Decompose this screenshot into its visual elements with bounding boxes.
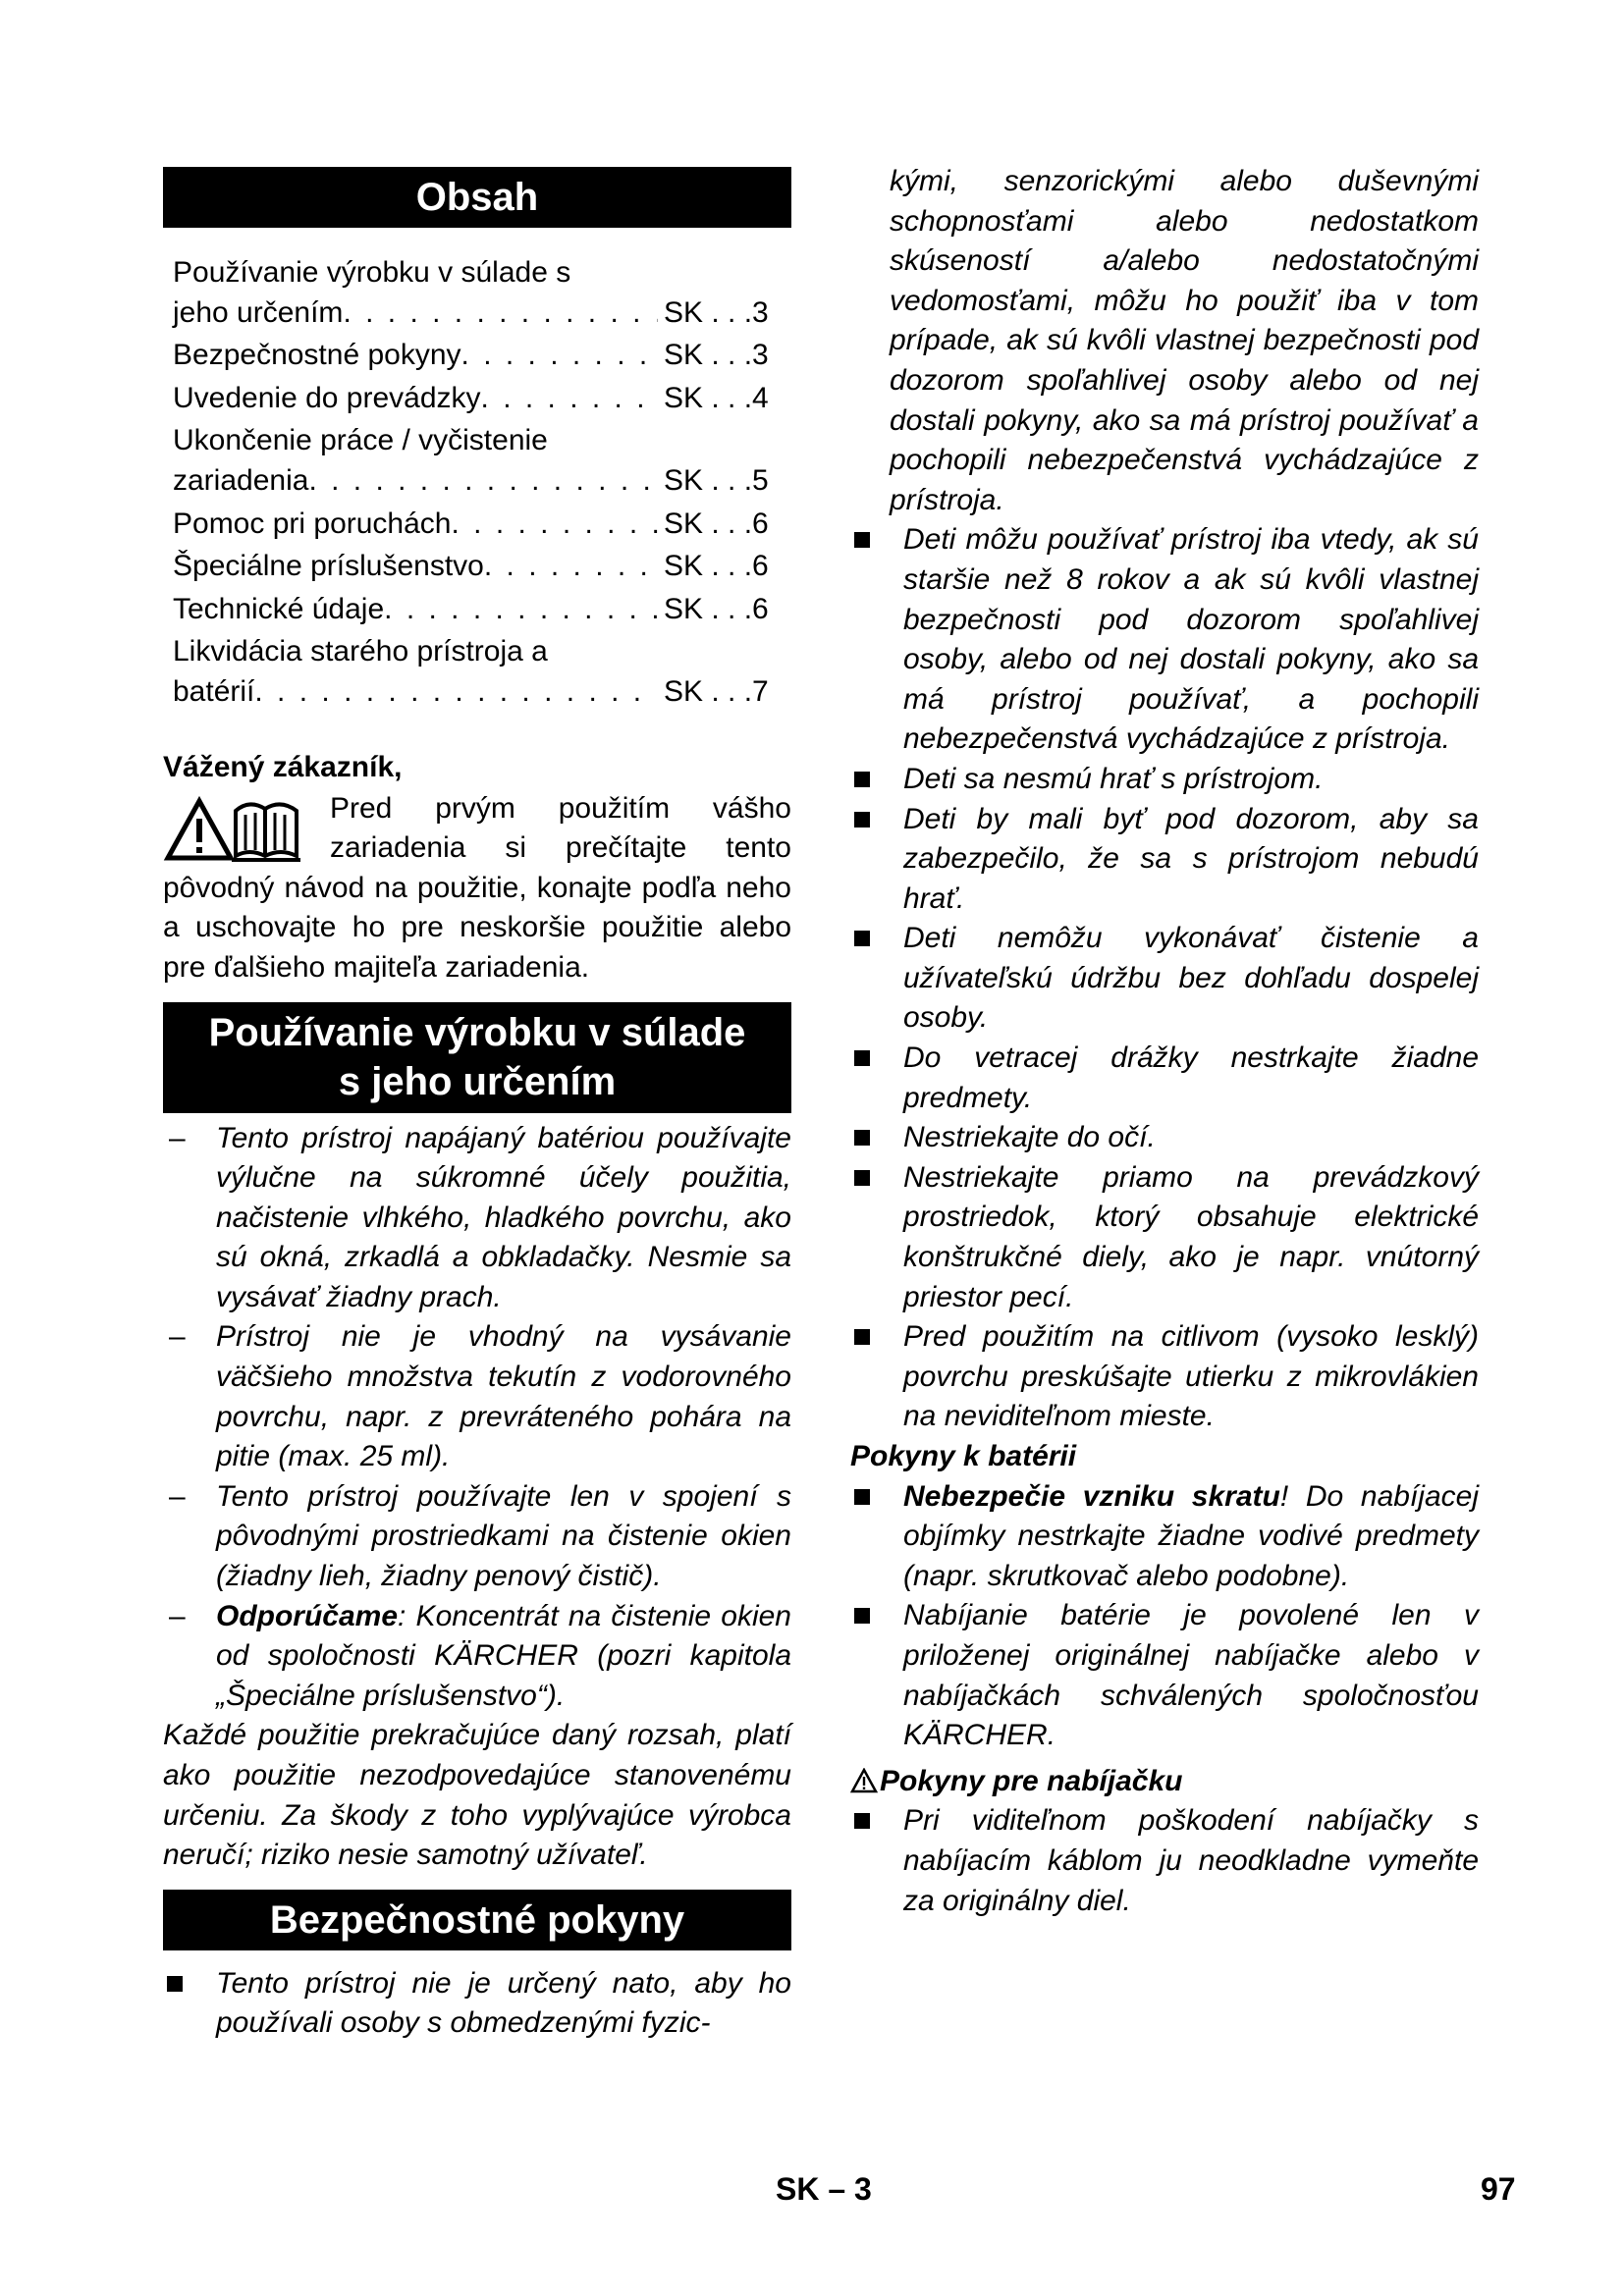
salutation: Vážený zákazník, <box>163 750 403 783</box>
toc-leader-dots <box>308 461 658 502</box>
item-text: Nestriekajte do očí. <box>903 1121 1156 1154</box>
bullet-icon <box>854 1608 870 1624</box>
bullet-icon <box>854 1489 870 1505</box>
charger-heading <box>850 1762 1479 1802</box>
left-column <box>163 167 791 2044</box>
item-text: Pred použitím na citlivom (vysoko lesklý) povrchu preskúšajte utierku z mikrovlákien na neviditeľnom mieste. <box>903 1320 1479 1433</box>
toc-entry-title: zariadenia <box>173 463 309 497</box>
bullet-icon <box>854 1813 870 1829</box>
toc-entry[interactable] <box>173 632 791 712</box>
bullet-icon <box>854 931 870 946</box>
item-text: Nestriekajte priamo na prevádzkový prostriedok, ktorý obsahuje elektrické konštrukčné diely, ako je napr. vnútorný priestor pecí. <box>903 1160 1479 1313</box>
charger-heading-text: Pokyny pre nabíjačku <box>880 1764 1183 1797</box>
bullet-icon <box>854 1329 870 1345</box>
item-text: Tento prístroj napájaný batériou používajte výlučne na súkromné účely použitia, načistenie vlhkého, hladkého povrchu, ako sú okná, zrkadlá a obkladačky. Nesmie sa vysávať žiadny prach. <box>216 1121 791 1313</box>
safety-item1-continuation <box>850 162 1479 520</box>
bullet-icon <box>854 1130 870 1146</box>
toc-entry-page-ref: SK . . .6 <box>664 507 769 540</box>
list-item <box>850 1801 1479 1921</box>
toc-entry-line <box>173 672 791 713</box>
right-column <box>850 162 1479 1921</box>
intro-notice <box>163 789 791 988</box>
toc-entry[interactable] <box>173 590 791 630</box>
toc-entry-page-ref: SK . . .3 <box>664 295 769 329</box>
page-label: SK – 3 <box>776 2171 872 2207</box>
toc-leader-dots <box>384 590 658 630</box>
toc-entry-page-ref: SK . . .6 <box>664 550 769 583</box>
toc-entry-line <box>173 294 791 334</box>
toc-leader-dots <box>254 672 658 713</box>
toc-leader-dots <box>461 336 658 376</box>
toc-entry-line <box>173 379 791 419</box>
bullet-icon <box>854 772 870 787</box>
list-item <box>850 520 1479 760</box>
intended-use-heading <box>163 1002 791 1113</box>
intended-use-closing: Každé použitie prekračujúce daný rozsah, platí ako použitie nezodpovedajúce stanovenému určeniu. Za škody z toho vyplývajúce výrobca neručí; riziko nesie samotný užívateľ. <box>163 1719 791 1872</box>
list-item <box>850 1596 1479 1755</box>
toc-entry-title: batérií <box>173 674 255 708</box>
list-item: – Prístroj nie je vhodný na vysávanie väčšieho množstva tekutín z vodorovného povrchu, napr. z prevráteného pohára na pitie (max. 25 ml). <box>169 1320 791 1473</box>
item-text: Tento prístroj používajte len v spojení s pôvodnými prostriedkami na čistenie okien (žiadny lieh, žiadny penový čistič). <box>216 1479 791 1593</box>
toc-entry-title: Pomoc pri poruchách <box>173 507 452 540</box>
item-text: Deti nemôžu vykonávať čistenie a užívateľskú údržbu bez dohľadu dospelej osoby. <box>903 922 1479 1035</box>
toc-entry-title-line1: Ukončenie práce / vyčistenie <box>173 424 548 457</box>
list-item <box>850 1477 1479 1597</box>
bullet-icon <box>854 1170 870 1186</box>
toc-entry[interactable] <box>173 336 791 376</box>
toc-entry-title: Uvedenie do prevádzky <box>173 381 481 414</box>
toc-entry[interactable] <box>173 547 791 587</box>
toc-entry-page-ref: SK . . .4 <box>664 381 769 414</box>
toc-entry-title: Bezpečnostné pokyny <box>173 339 461 372</box>
toc-entry-title-line1: Používanie výrobku v súlade s <box>173 256 571 289</box>
bullet-icon <box>854 812 870 828</box>
item-emphasis: Nebezpečie vzniku skratu <box>903 1479 1280 1513</box>
toc-entry-line <box>173 547 791 587</box>
item-text: ! Do nabíjacej objímky nestrkajte žiadne vodivé predmety (napr. skrutkovač alebo podobne). <box>903 1479 1479 1592</box>
toc-leader-dots <box>343 294 658 334</box>
toc-entry-page-ref: SK . . .5 <box>664 463 769 497</box>
bullet-icon <box>854 1050 870 1066</box>
item-text: kými, senzorickými alebo duševnými schopnosťami alebo nedostatkom skúseností a/alebo nedostatočnými vedomosťami, môžu ho použiť iba v tom prípade, ak sú kvôli vlastnej bezpečnosti pod dozorom spoľahlivej osoby alebo od nej dostali pokyny, ako sa má prístroj používať a pochopili nebezpečenstvá vychádzajúce z prístroja. <box>890 165 1479 516</box>
warning-manual-icon <box>163 793 320 862</box>
intro-text: Pred prvým použitím vášho zariadenia si prečítajte tento pôvodný návod na použitie, konajte podľa neho a uschovajte ho pre neskoršie použitie alebo pre ďalšieho majiteľa zariadenia. <box>163 791 791 984</box>
item-text: Prístroj nie je vhodný na vysávanie väčšieho množstva tekutín z vodorovného povrchu, napr. z prevráteného pohára na pitie (max. 25 ml). <box>216 1320 791 1473</box>
list-item <box>850 760 1479 800</box>
list-item: – Odporúčame: Koncentrát na čistenie okien od spoločnosti KÄRCHER (pozri kapitola „Špeciálne príslušenstvo“). <box>169 1599 791 1712</box>
toc-entry-line <box>173 461 791 502</box>
bullet-icon <box>167 1976 183 1992</box>
item-text: Deti sa nesmú hrať s prístrojom. <box>903 762 1324 795</box>
bullet-icon <box>854 532 870 548</box>
toc-entry-title: jeho určením <box>173 295 344 329</box>
battery-heading: Pokyny k batérii <box>850 1440 1077 1472</box>
list-item <box>163 1964 791 2044</box>
item-text: Deti by mali byť pod dozorom, aby sa zabezpečilo, že sa s prístrojom nebudú hrať. <box>903 802 1479 915</box>
toc-entry[interactable] <box>173 253 791 333</box>
toc-entry-line <box>173 590 791 630</box>
item-text: Pri viditeľnom poškodení nabíjačky s nabíjacím káblom ju neodkladne vymeňte za originálny diel. <box>903 1804 1479 1917</box>
intended-use-heading-line1: Používanie výrobku v súlade <box>208 1010 746 1054</box>
toc-leader-dots <box>451 505 658 545</box>
safety-heading: Bezpečnostné pokyny <box>163 1890 791 1950</box>
toc-entry-page-ref: SK . . .7 <box>664 674 769 708</box>
list-item <box>850 800 1479 920</box>
list-item: – Tento prístroj používajte len v spojení s pôvodnými prostriedkami na čistenie okien (žiadny lieh, žiadny penový čistič). <box>169 1479 791 1593</box>
toc-entry[interactable] <box>173 379 791 419</box>
safety-list-start <box>163 1964 791 2044</box>
toc-entry-title: Špeciálne príslušenstvo <box>173 550 484 583</box>
page-number: 97 <box>1481 2171 1516 2207</box>
toc-heading: Obsah <box>163 167 791 228</box>
item-text: Do vetracej drážky nestrkajte žiadne predmety. <box>903 1041 1479 1114</box>
intended-use-heading-line2: s jeho určením <box>338 1059 617 1103</box>
toc-leader-dots <box>484 547 658 587</box>
intended-use-list <box>163 1119 791 1876</box>
toc-entry-page-ref: SK . . .3 <box>664 339 769 372</box>
list-item: – Tento prístroj napájaný batériou používajte výlučne na súkromné účely použitia, načistenie vlhkého, hladkého povrchu, ako sú okná, zrkadlá a obkladačky. Nesmie sa vysávať žiadny prach. <box>169 1121 791 1313</box>
warning-icon <box>850 1768 878 1793</box>
list-item <box>850 1158 1479 1317</box>
list-item <box>850 1118 1479 1158</box>
toc-entry-line <box>173 336 791 376</box>
list-item <box>850 1317 1479 1437</box>
toc-entry[interactable] <box>173 505 791 545</box>
list-item <box>850 1039 1479 1118</box>
toc-entry-page-ref: SK . . .6 <box>664 592 769 625</box>
table-of-contents <box>173 253 791 713</box>
toc-entry-title: Technické údaje <box>173 592 385 625</box>
toc-entry[interactable] <box>173 421 791 501</box>
item-text: Nabíjanie batérie je povolené len v priloženej originálnej nabíjačke alebo v nabíjačkách schválených spoločnosťou KÄRCHER. <box>903 1599 1479 1752</box>
item-text: Tento prístroj nie je určený nato, aby ho používali osoby s obmedzenými fyzic- <box>216 1966 791 2040</box>
toc-entry-line <box>173 505 791 545</box>
toc-leader-dots <box>481 379 658 419</box>
item-text: Deti môžu používať prístroj iba vtedy, ak sú staršie než 8 rokov a ak sú kvôli vlastnej bezpečnosti pod dozorom spoľahlivej osoby, alebo od nej dostali pokyny, ako sa má prístroj používať, a pochopili nebezpečenstvá vychádzajúce z prístroja. <box>903 523 1479 756</box>
list-item <box>850 919 1479 1039</box>
toc-entry-title-line1: Likvidácia starého prístroja a <box>173 635 548 668</box>
item-text: : Koncentrát na čistenie okien od spoločnosti KÄRCHER (pozri kapitola „Špeciálne príslušenstvo“). <box>216 1599 791 1712</box>
item-emphasis: Odporúčame <box>216 1599 399 1632</box>
